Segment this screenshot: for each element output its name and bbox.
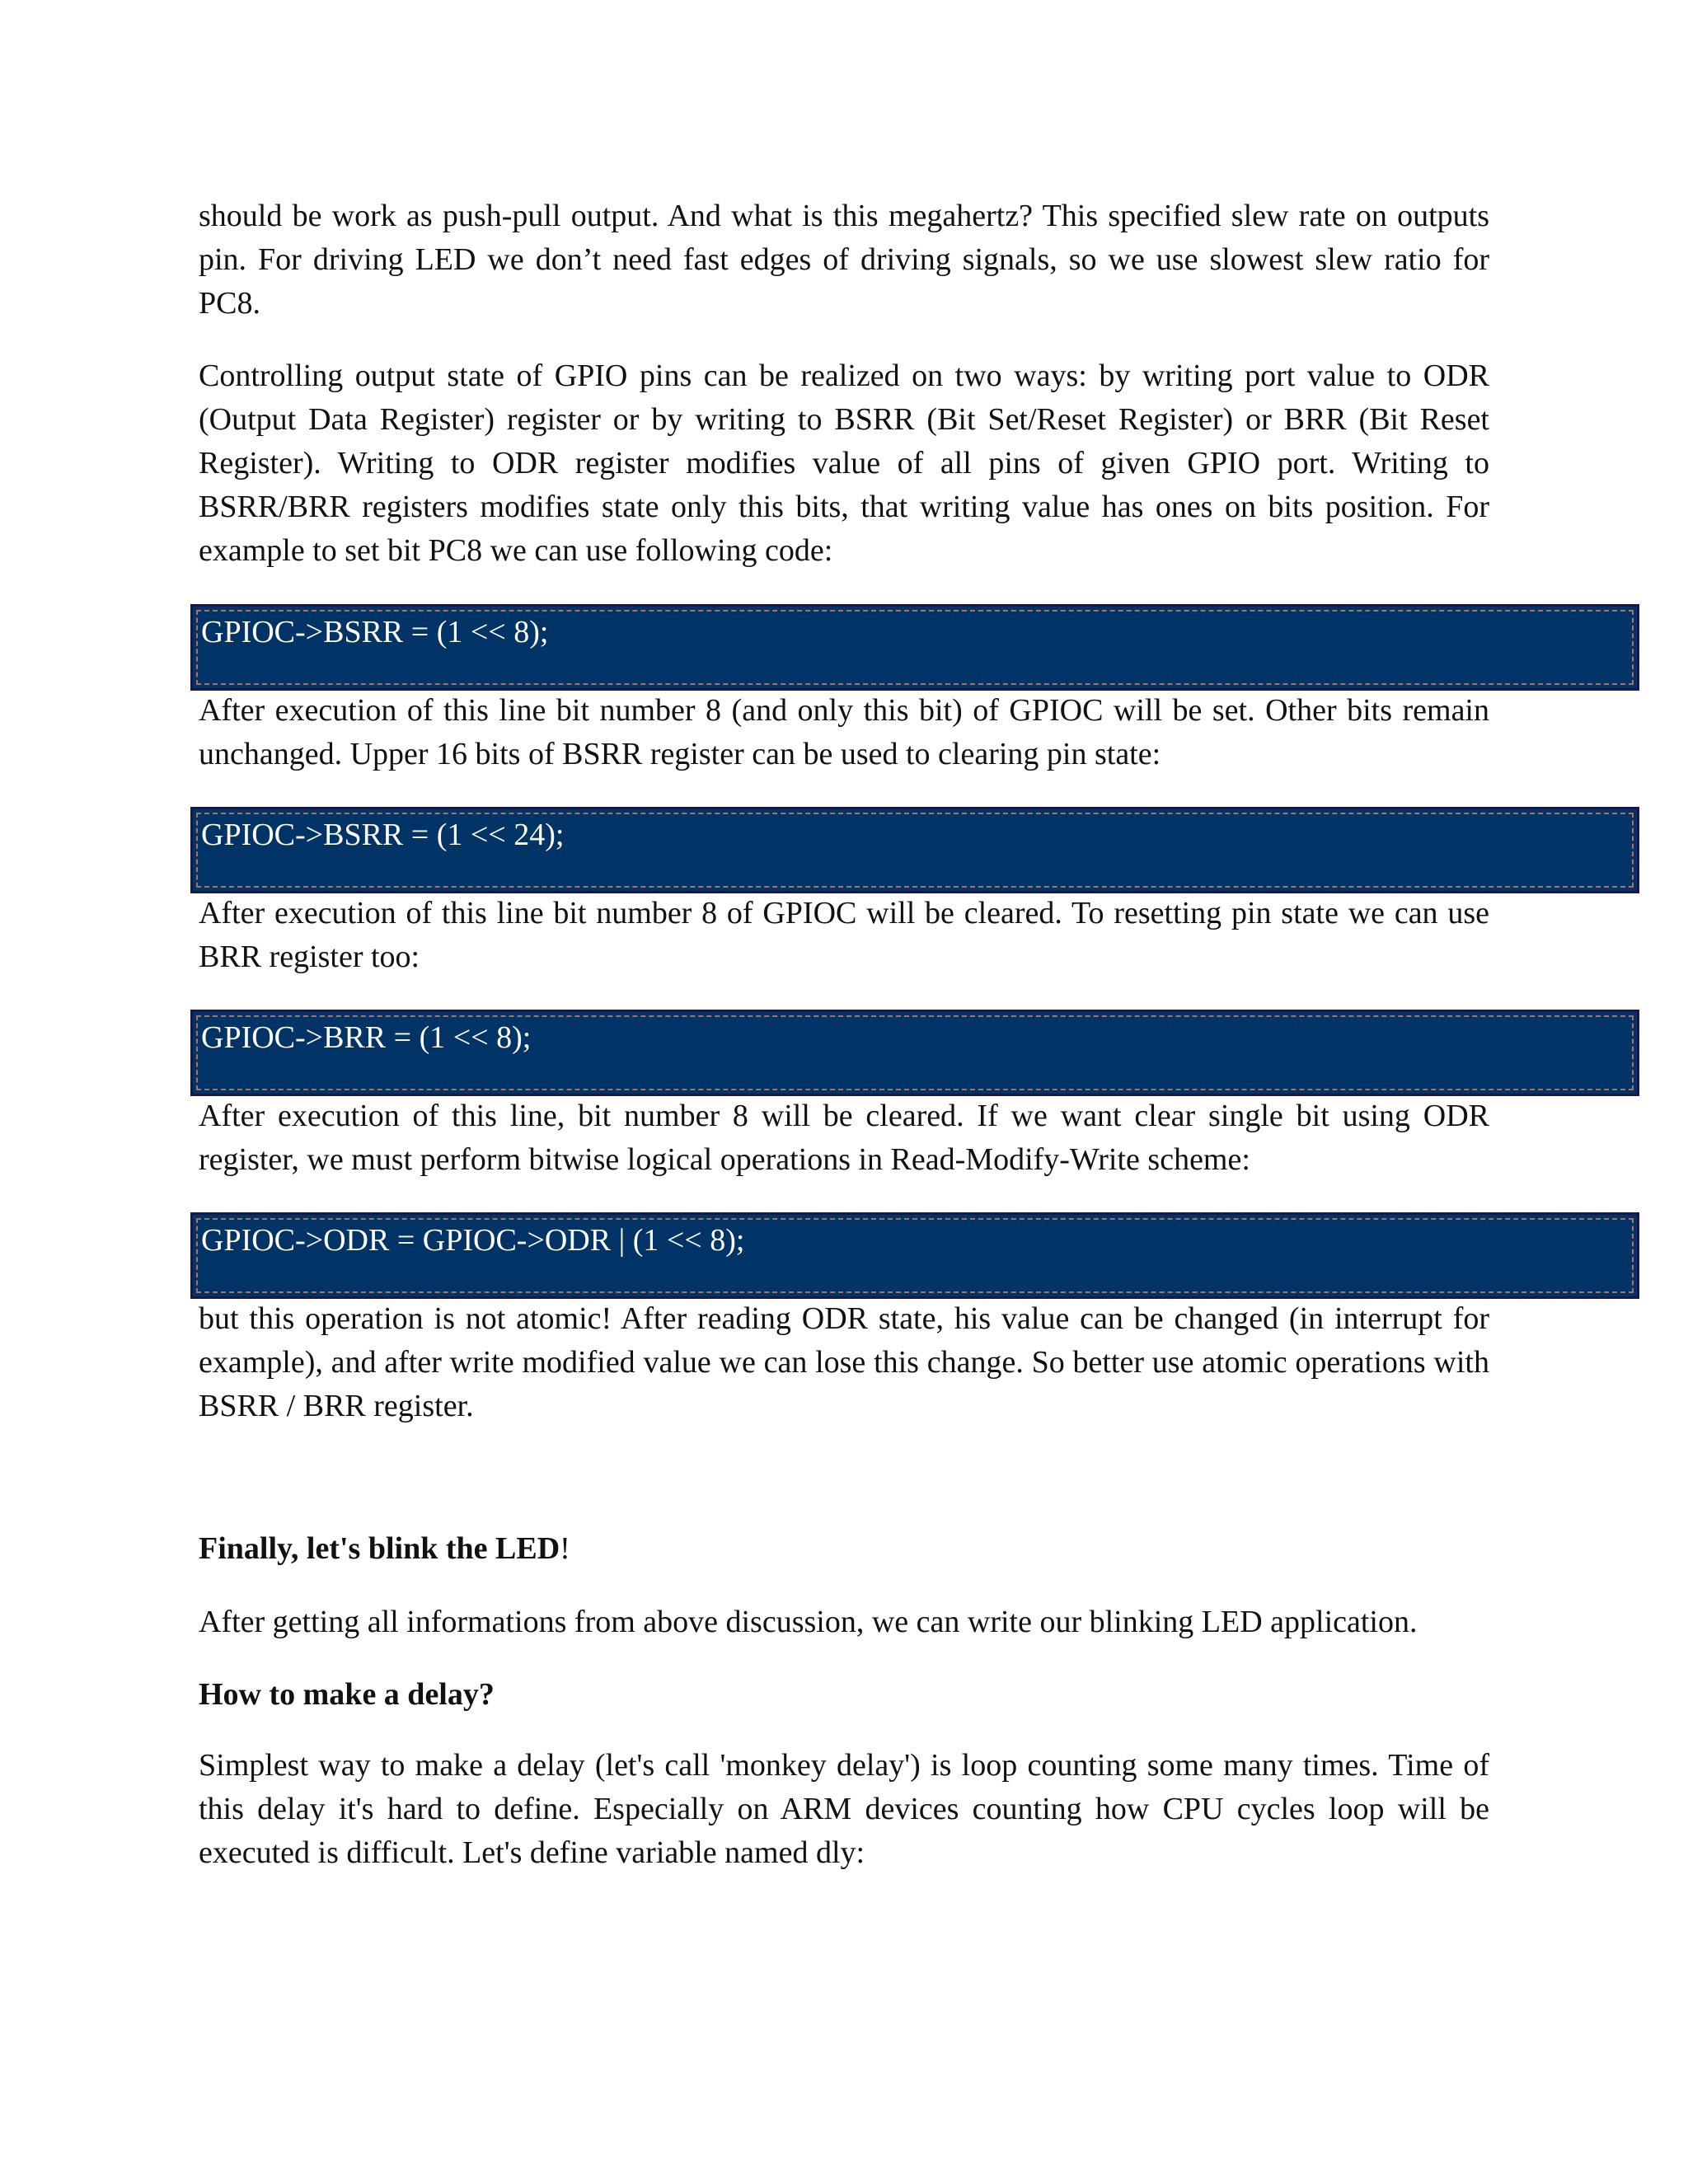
paragraph-odr-clear: After execution of this line, bit number 8 will be cleared. If we want clear single bit using ODR register, we must perform bitwise logical operations in Read-Modify-Write scheme: bbox=[199, 1099, 1489, 1177]
section-heading-blink bbox=[199, 1527, 570, 1571]
paragraph-blink-intro: After getting all informations from above discussion, we can write our blinking LED application. bbox=[199, 1605, 1418, 1639]
code-line: GPIOC->ODR = GPIOC->ODR | (1 << 8); bbox=[201, 1223, 745, 1258]
code-block-clear-brr bbox=[190, 1010, 1639, 1096]
paragraph-slew-rate: should be work as push-pull output. And what is this megahertz? This specified slew rate on outputs pin. For driving LED we don’t need fast edges of driving signals, so we use slowest slew ratio for PC8. bbox=[199, 199, 1489, 321]
paragraph-output-control: Controlling output state of GPIO pins can be realized on two ways: by writing port value to ODR (Output Data Register) register or by writing to BSRR (Bit Set/Reset Register) or BRR (Bit Reset Register). Writing to ODR register modifies value of all pins of given GPIO port. Writing to BSRR/BRR registers modifies state only this bits, that writing value has ones on bits position. For example to set bit PC8 we can use following code: bbox=[199, 359, 1489, 568]
code-line: GPIOC->BSRR = (1 << 24); bbox=[201, 818, 565, 852]
code-block-set-bit bbox=[190, 604, 1639, 691]
section-heading-delay: How to make a delay? bbox=[199, 1677, 495, 1712]
heading-text: Finally, let's blink the LED bbox=[199, 1531, 560, 1566]
code-line: GPIOC->BRR = (1 << 8); bbox=[201, 1020, 532, 1055]
paragraph-atomic-note: but this operation is not atomic! After reading ODR state, his value can be changed (in interrupt for example), and after write modified value we can lose this change. So better use atomic operations with BSRR / BRR register. bbox=[199, 1301, 1489, 1423]
paragraph-delay: Simplest way to make a delay (let's call 'monkey delay') is loop counting some many times. Time of this delay it's hard to define. Especially on ARM devices counting how CPU cycles loop will be executed is difficult. Let's define variable named dly: bbox=[199, 1748, 1489, 1870]
code-line: GPIOC->BSRR = (1 << 8); bbox=[201, 615, 549, 649]
heading-exclamation: ! bbox=[560, 1531, 570, 1566]
paragraph-clear-result: After execution of this line bit number 8 of GPIOC will be cleared. To resetting pin state we can use BRR register too: bbox=[199, 896, 1489, 974]
code-block-clear-bsrr bbox=[190, 807, 1639, 893]
paragraph-set-result: After execution of this line bit number 8 (and only this bit) of GPIOC will be set. Other bits remain unchanged. Upper 16 bits of BSRR register can be used to clearing pin state: bbox=[199, 693, 1489, 771]
code-block-odr-rmw bbox=[190, 1212, 1639, 1299]
